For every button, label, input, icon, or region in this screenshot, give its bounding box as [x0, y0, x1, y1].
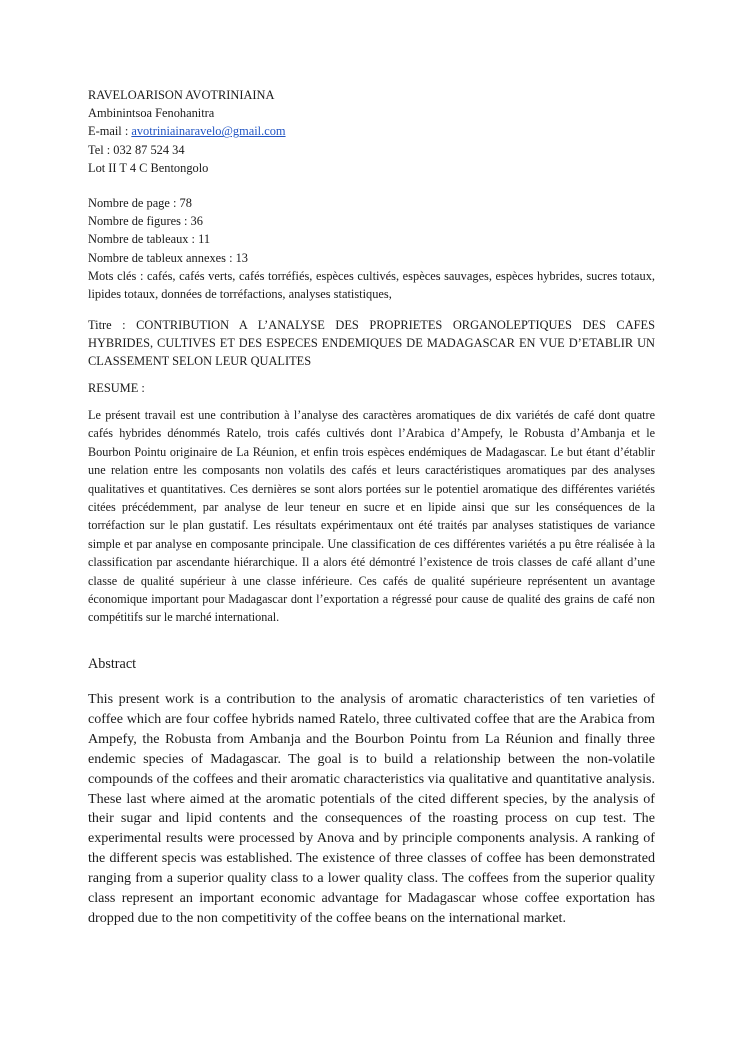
email-link[interactable]: avotriniainaravelo@gmail.com [131, 124, 286, 139]
email-line [88, 122, 286, 140]
abstract-paragraph: This present work is a contribution to the analysis of aromatic characteristics of ten varieties of coffee which are four coffee hybrids named Ratelo, three cultivated coffee that are the Arabica from Ampefy, the Robusta from Ambanja and the Bourbon Pointu from La Réunion and finally three endemic species of Madagascar. The goal is to build a relationship between the non-volatile compounds of the coffees and their aromatic characteristics via qualitative and quantitative analysis. These last where aimed at the aromatic potentials of the cited different species, by the analysis of their sugar and lipid contents and the consequences of the roasting process on cup test. The experimental results were processed by Anova and by principle components analysis. A ranking of the different specis was established. The existence of three classes of coffee has been demonstrated ranging from a superior quality class to a lower quality class. The coffees from the superior quality class represent an important economic advantage for Madagascar whose coffee exportation has dropped due to the non competitivity of the coffee beans on the international market. [88, 691, 655, 926]
keywords: Mots clés : cafés, cafés verts, cafés torréfiés, espèces cultivés, espèces sauvages, espèces hybrides, sucres totaux, lipides totaux, données de torréfactions, analyses statistiques, [88, 268, 655, 302]
address-line: Lot II T 4 C Bentongolo [88, 160, 209, 175]
table-count: Nombre de tableaux : 11 [88, 232, 211, 247]
document-stats [88, 194, 655, 303]
document-title: Titre : CONTRIBUTION A L’ANALYSE DES PROPRIETES ORGANOLEPTIQUES DES CAFES HYBRIDES, CULTIVES ET DES ESPECES ENDEMIQUES DE MADAGASCAR EN VUE D’ETABLIR UN CLASSEMENT SELON LEUR QUALITES [88, 318, 655, 369]
page-count: Nombre de page : 78 [88, 196, 192, 210]
resume-heading: RESUME : [88, 381, 145, 395]
abstract-heading: Abstract [88, 656, 137, 672]
figure-count: Nombre de figures : 36 [88, 214, 203, 229]
author-name: RAVELOARISON AVOTRINIAINA [88, 88, 275, 102]
phone-line: Tel : 032 87 524 34 [88, 142, 185, 157]
annex-table-count: Nombre de tableux annexes : 13 [88, 250, 248, 265]
author-subname: Ambinintsoa Fenohanitra [88, 106, 215, 121]
email-label: E-mail : [88, 124, 132, 139]
author-block [88, 86, 286, 177]
resume-paragraph: Le présent travail est une contribution à l’analyse des caractères aromatiques de dix variétés de café dont quatre cafés hybrides dénommés Ratelo, trois cafés cultivés dont l’Arabica d’Ampefy, le Robusta d’Ambanja et le Bourbon Pointu originaire de La Réunion, et enfin trois espèces endémiques de Madagascar. Le but étant d’établir une relation entre les composants non volatils des cafés et leurs caractéristiques aromatiques par des analyses qualitatives et quantitatives. Ces dernières se sont alors portées sur le potentiel aromatique des différentes variétés citées précédemment, par analyse de leur teneur en sucre et en lipide ainsi que sur les conséquences de la torréfaction sur le plan gustatif. Les résultats expérimentaux ont été traités par analyses statistiques de variance simple et par analyse en composante principale. Une classification de ces différentes variétés a pu être réalisée à la classification par ascendante hiérarchique. Il a alors été démontré l’existence de trois classes de café allant d’une classe de qualité supérieur à une classe inférieure. Ces cafés de qualité supérieure représentent un avantage économique important pour Madagascar dont l’exportation a régressé pour cause de qualité des grains de café non compétitifs sur le marché international. [88, 408, 655, 625]
